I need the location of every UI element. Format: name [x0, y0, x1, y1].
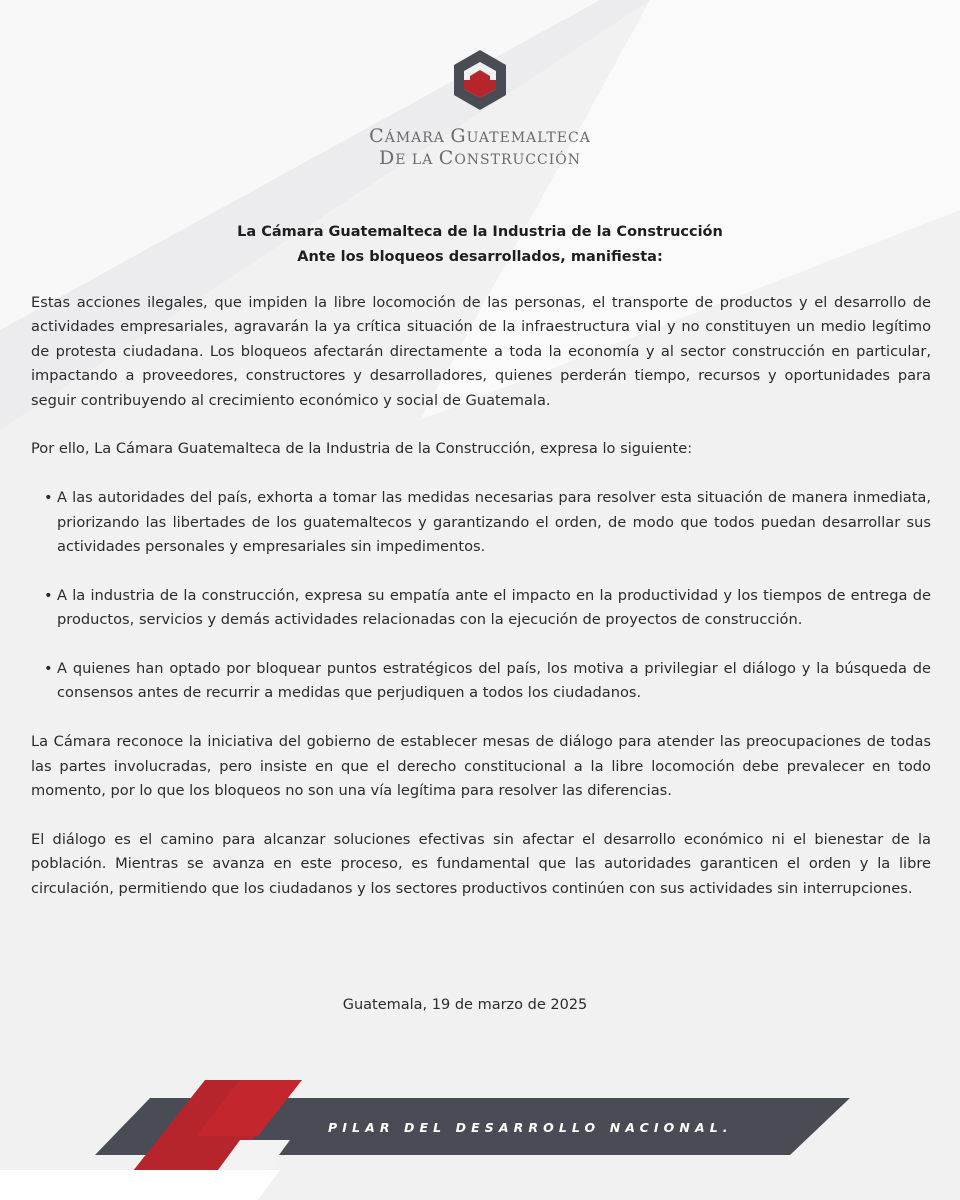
paragraph-intro: Estas acciones ilegales, que impiden la libre locomoción de las personas, el transporte de productos y el desarrollo de actividades empresariales, agravarán la ya crítica situación de la infraestructura vial y no constituyen un medio legítimo de protesta ciudadana. Los bloqueos afectarán directamente a toda la economía y al sector construcción en particular, impactando a proveedores, constructores y desarrolladores, quienes perderán tiempo, recursos y oportunidades para seguir contribuyendo al crecimiento económico y social de Guatemala.: [31, 294, 931, 409]
bullet-list: [31, 486, 931, 706]
bullet-icon: •: [44, 586, 53, 604]
logo-line-2: DE LA CONSTRUCCIÓN: [379, 147, 581, 169]
heading-line-1: La Cámara Guatemalteca de la Industria de la Construcción: [237, 224, 723, 240]
bullet-icon: •: [44, 489, 53, 507]
paragraph-dialogue: La Cámara reconoce la iniciativa del gobierno de establecer mesas de diálogo para atender las preocupaciones de todas las partes involucradas, pero insiste en que el derecho constitucional a la libre locomoción debe prevalecer en todo momento, por lo que los bloqueos no son una vía legítima para resolver las diferencias.: [31, 733, 931, 800]
hexagon-logo-icon: [452, 48, 508, 118]
bullet-icon: •: [44, 660, 53, 678]
statement-body: [31, 291, 931, 925]
list-item: • A quienes han optado por bloquear puntos estratégicos del país, los motiva a privilegiar el diálogo y la búsqueda de consensos antes de recurrir a medidas que perjudiquen a todos los ciudadanos.: [31, 657, 931, 706]
list-item: • A la industria de la construcción, expresa su empatía ante el impacto en la productividad y los tiempos de entrega de productos, servicios y demás actividades relacionadas con la ejecución de proyectos de construcción.: [31, 584, 931, 633]
logo-wordmark: [0, 126, 960, 170]
footer-slogan: PILAR DEL DESARROLLO NACIONAL.: [328, 1120, 733, 1135]
heading-line-2: Ante los bloqueos desarrollados, manifiesta:: [297, 249, 663, 265]
footer-white-stripe: [0, 1170, 280, 1200]
paragraph-expresses: Por ello, La Cámara Guatemalteca de la Industria de la Construcción, expresa lo siguiente:: [31, 440, 693, 458]
document-date: Guatemala, 19 de marzo de 2025: [342, 997, 588, 1013]
paragraph-conclusion: El diálogo es el camino para alcanzar soluciones efectivas sin afectar el desarrollo económico ni el bienestar de la población. Mientras se avanza en este proceso, es fundamental que las autoridades garanticen el orden y la libre circulación, permitiendo que los ciudadanos y los sectores productivos continúen con sus actividades sin interrupciones.: [31, 830, 931, 897]
logo-line-1: CÁMARA GUATEMALTECA: [369, 125, 591, 147]
list-item: • A las autoridades del país, exhorta a tomar las medidas necesarias para resolver esta situación de manera inmediata, priorizando las libertades de los guatemaltecos y garantizando el orden, de modo que todos puedan desarrollar sus actividades personales y empresariales sin impedimentos.: [31, 486, 931, 559]
organization-logo: [0, 48, 960, 170]
statement-heading: [0, 220, 960, 270]
